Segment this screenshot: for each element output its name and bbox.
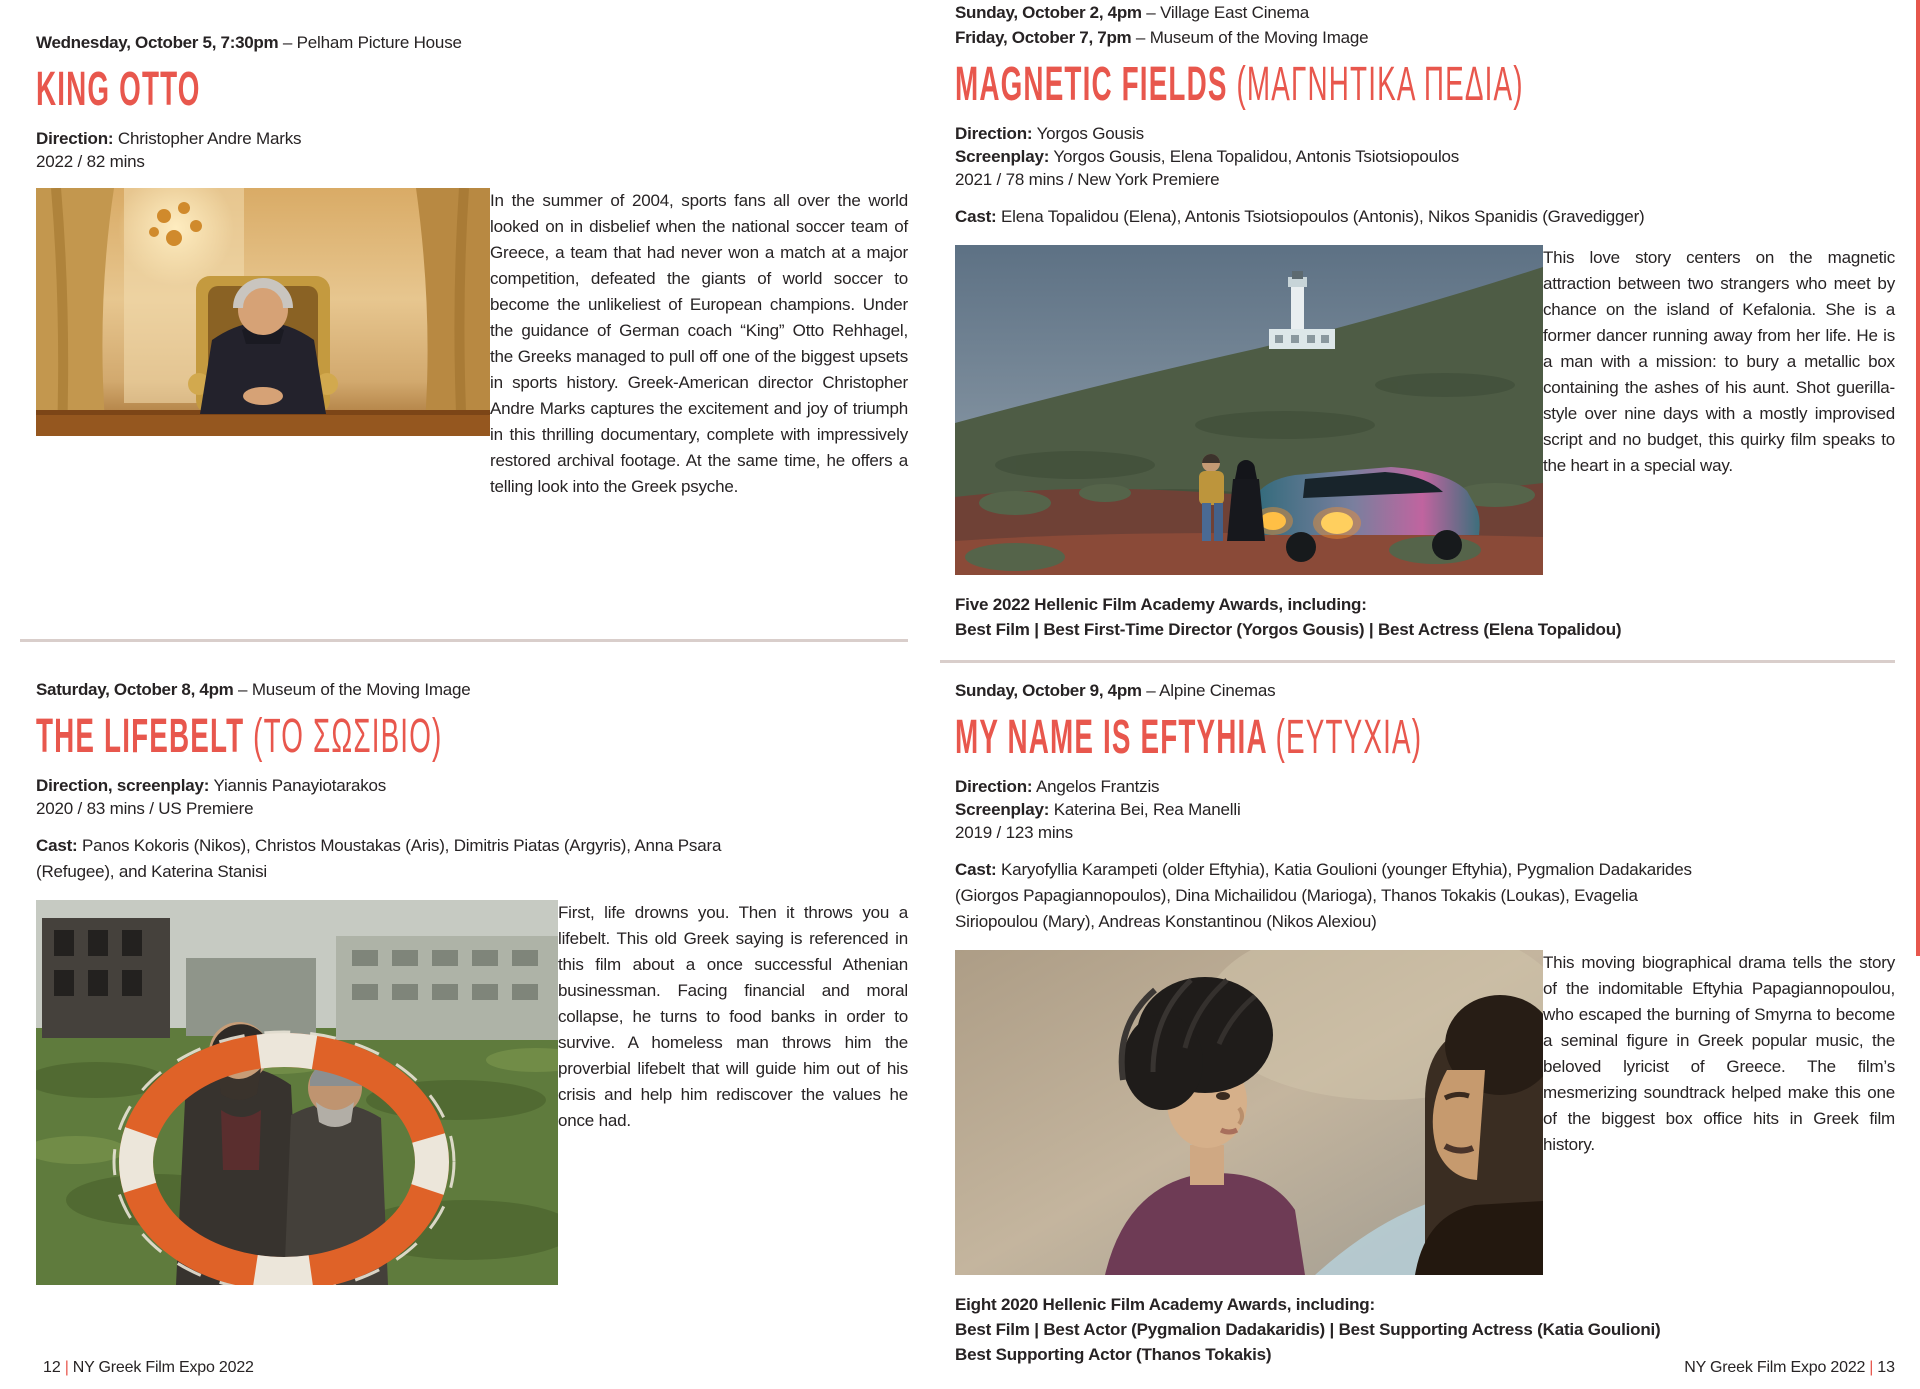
year-runtime-line: 2021 / 78 mins / New York Premiere (955, 170, 1220, 189)
film-title (36, 63, 542, 116)
footer-right (1684, 1358, 1895, 1377)
credit-value: Yorgos Gousis (1036, 124, 1144, 143)
credit-line (36, 127, 908, 150)
cast-line (955, 857, 1715, 935)
credit-value: Christopher Andre Marks (117, 129, 302, 148)
media-row (955, 950, 1895, 1275)
film-section-the-lifebelt (36, 679, 908, 1285)
footer-title: NY Greek Film Expo 2022 (72, 1359, 254, 1376)
photo-magnetic-fields (955, 245, 1543, 575)
screening-line (955, 27, 1895, 48)
section-divider-right (940, 660, 1895, 663)
awards-line: Best Film | Best Actor (Pygmalion Dadakaridis) | Best Supporting Actress (Katia Goulioni) (955, 1320, 1661, 1339)
year-runtime-line: 2022 / 82 mins (36, 152, 145, 171)
awards-heading: Five 2022 Hellenic Film Academy Awards, including: (955, 595, 1367, 614)
screening-venue: Village East Cinema (1160, 3, 1310, 22)
credit-value: Yorgos Gousis, Elena Topalidou, Antonis Tsiotsiopoulos (1053, 147, 1460, 166)
credit-value: Yiannis Panayiotarakos (213, 776, 387, 795)
photo-king-otto (36, 188, 490, 500)
cast-line (955, 204, 1895, 230)
footer-separator: | (1869, 1359, 1874, 1376)
screening-dash: – (238, 680, 248, 699)
page-number: 13 (1877, 1359, 1895, 1376)
credit-line (955, 775, 1895, 798)
cast-line (36, 833, 766, 885)
section-divider-left (20, 639, 908, 642)
film-title (36, 710, 542, 763)
film-title-english: MAGNETIC FIELDS (955, 58, 1228, 111)
year-runtime-line: 2019 / 123 mins (955, 823, 1073, 842)
screening-venue: Alpine Cinemas (1159, 681, 1276, 700)
film-title-english: MY NAME IS EFTYHIA (955, 711, 1267, 764)
screening-dash: – (282, 33, 293, 52)
screening-datetime: Friday, October 7, 7pm (955, 28, 1132, 47)
footer-title: NY Greek Film Expo 2022 (1684, 1359, 1866, 1376)
cast-label: Cast: (955, 860, 997, 879)
screening-venue: Museum of the Moving Image (251, 680, 471, 699)
screening-datetime: Saturday, October 8, 4pm (36, 680, 234, 699)
lifebelt-photo-illustration (36, 900, 558, 1285)
awards-block (955, 592, 1895, 642)
screening-dash: – (1146, 681, 1156, 700)
credit-label: Direction, screenplay: (36, 776, 210, 795)
cast-label: Cast: (955, 207, 997, 226)
year-runtime-line: 2020 / 83 mins / US Premiere (36, 799, 254, 818)
media-row (955, 245, 1895, 575)
synopsis-text: This moving biographical drama tells the story of the indomitable Eftyhia Papagiannopoulou, who escaped the burning of Smyrna to become a seminal figure in Greek popular music, the beloved lyricist of Greece. The film’s mesmerizing soundtrack helped make this one of the biggest box office hits in Greek film history. (1543, 953, 1895, 1154)
film-section-king-otto (36, 32, 908, 500)
screening-datetime: Sunday, October 2, 4pm (955, 3, 1142, 22)
film-title (955, 58, 1524, 111)
screening-line (955, 680, 1895, 701)
screening-line (36, 679, 908, 700)
king-otto-photo-illustration (36, 188, 490, 436)
page-edge-accent-bar (1916, 0, 1920, 956)
media-row (36, 900, 908, 1285)
awards-block (955, 1292, 1895, 1367)
cast-value: Karyofyllia Karampeti (older Eftyhia), Katia Goulioni (younger Eftyhia), Pygmalion Dadakarides (Giorgos Papagiannopoulos), Dina Michailidou (Marioga), Thanos Tokakis (Loukas), Evagelia Siriopoulou (Mary), Andreas Konstantinou (Nikos Alexiou) (955, 860, 1692, 931)
credit-line (955, 122, 1895, 145)
magnetic-fields-photo-illustration (955, 245, 1543, 575)
credit-label: Direction: (955, 124, 1033, 143)
credit-value: Angelos Frantzis (1035, 777, 1160, 796)
synopsis-text: This love story centers on the magnetic attraction between two strangers who meet by chance on the island of Kefalonia. She is a former dancer running away from her life. He is a man with a mission: to bury a metallic box containing the ashes of his aunt. Shot guerilla-style over nine days with a mostly improvised script and no budget, this quirky film speaks to the heart in a special way. (1543, 248, 1895, 475)
credit-label: Direction: (955, 777, 1033, 796)
awards-heading: Eight 2020 Hellenic Film Academy Awards, including: (955, 1295, 1375, 1314)
screening-dash: – (1146, 3, 1156, 22)
credit-label: Screenplay: (955, 147, 1050, 166)
cast-label: Cast: (36, 836, 78, 855)
credit-line (36, 774, 908, 797)
synopsis-text: In the summer of 2004, sports fans all over the world looked on in disbelief when the national soccer team of Greece, a team that had never won a match at a major competition, defeated the giants of world soccer to become the unlikeliest of European champions. Under the guidance of German coach “King” Otto Rehhagel, the Greeks managed to pull off one of the biggest upsets in sports history. Greek-American director Christopher Andre Marks captures the excitement and joy of triumph in this thrilling documentary, complete with impressively restored archival footage. At the same time, he offers a telling look into the Greek psyche. (490, 191, 908, 496)
awards-line: Best Film | Best First-Time Director (Yorgos Gousis) | Best Actress (Elena Topalidou) (955, 620, 1622, 639)
credit-line (955, 798, 1895, 821)
film-title-english: KING OTTO (36, 63, 201, 116)
photo-my-name-is-eftyhia (955, 950, 1543, 1275)
screening-line (36, 32, 908, 53)
credit-label: Direction: (36, 129, 114, 148)
screening-dash: – (1135, 28, 1146, 47)
credit-label: Screenplay: (955, 800, 1050, 819)
screening-line (955, 2, 1895, 23)
film-section-my-name-is-eftyhia (955, 680, 1895, 1367)
footer-separator: | (64, 1359, 69, 1376)
film-section-magnetic-fields (955, 2, 1895, 642)
eftyhia-photo-illustration (955, 950, 1543, 1275)
screening-datetime: Wednesday, October 5, 7:30pm (36, 33, 279, 52)
screening-datetime: Sunday, October 9, 4pm (955, 681, 1142, 700)
film-title-english: THE LIFEBELT (36, 710, 245, 763)
cast-value: Panos Kokoris (Nikos), Christos Moustakas (Aris), Dimitris Piatas (Argyris), Anna Psara (Refugee), and Katerina Stanisi (36, 836, 722, 881)
film-title-greek: (ΕΥΤΥΧΙΑ) (1275, 711, 1423, 764)
screening-venue: Museum of the Moving Image (1149, 28, 1369, 47)
film-title-greek: (ΤΟ ΣΩΣΙΒΙΟ) (253, 710, 443, 763)
synopsis-text: First, life drowns you. Then it throws you a lifebelt. This old Greek saying is referenced in this film about a once successful Athenian businessman. Facing financial and moral collapse, he turns to food banks in order to survive. A homeless man throws him the proverbial lifebelt that will guide him out of his crisis and help him rediscover the values he once had. (558, 903, 908, 1130)
page-number: 12 (43, 1359, 61, 1376)
credit-value: Katerina Bei, Rea Manelli (1053, 800, 1241, 819)
screening-venue: Pelham Picture House (296, 33, 462, 52)
cast-value: Elena Topalidou (Elena), Antonis Tsiotsiopoulos (Antonis), Nikos Spanidis (Gravedigger) (1001, 207, 1645, 226)
film-title-greek: (ΜΑΓΝΗΤΙΚΑ ΠΕΔΙΑ) (1236, 58, 1524, 111)
awards-line: Best Supporting Actor (Thanos Tokakis) (955, 1345, 1272, 1364)
media-row (36, 188, 908, 500)
photo-the-lifebelt (36, 900, 558, 1285)
footer-left (43, 1358, 254, 1377)
credit-line (955, 145, 1895, 168)
film-title (955, 711, 1500, 764)
